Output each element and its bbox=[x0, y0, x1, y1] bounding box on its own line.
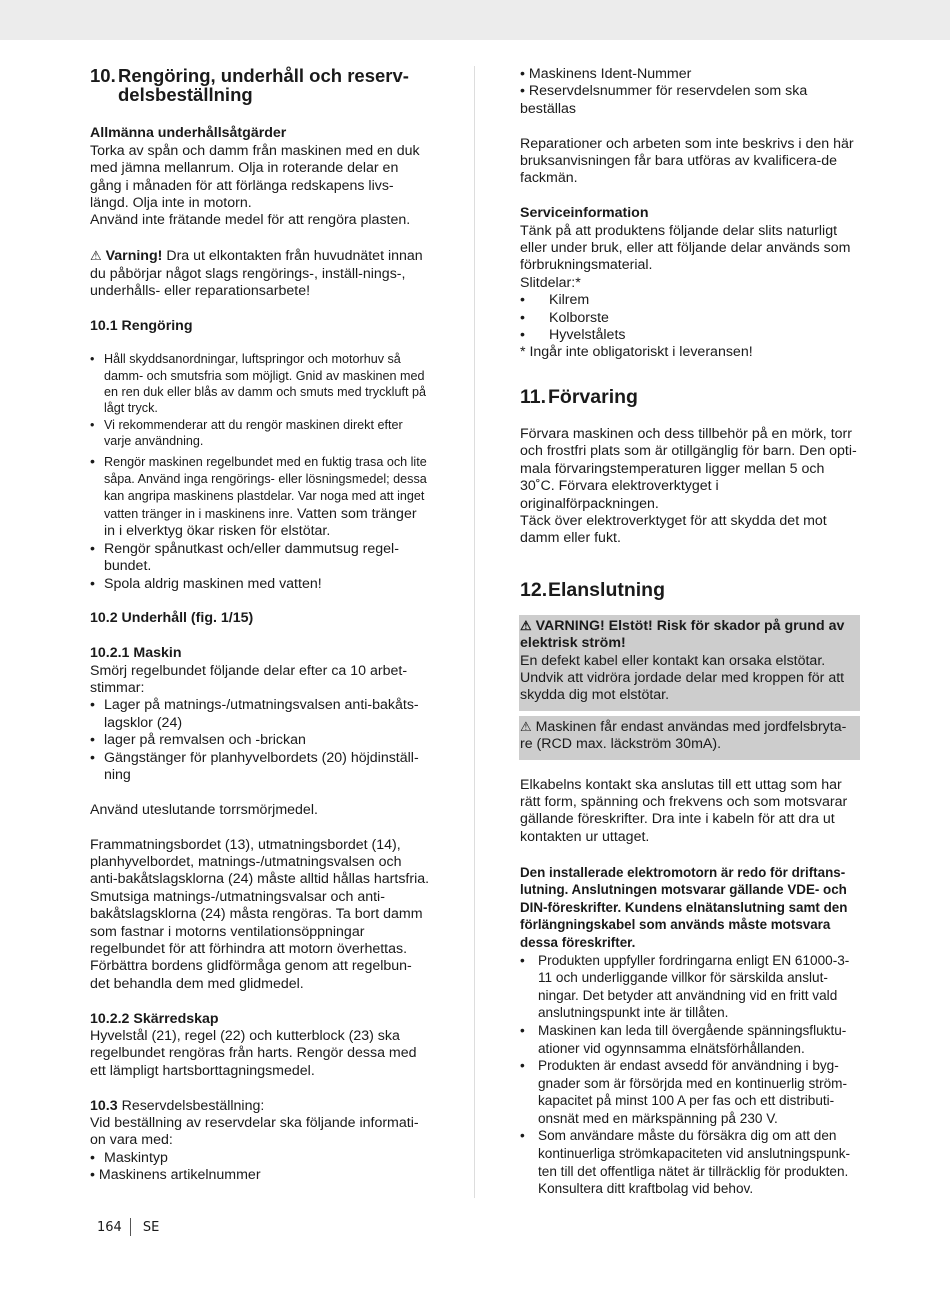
heading-10-number: 10. bbox=[90, 65, 116, 86]
heading-10-title: Rengöring, underhåll och reserv-delsbeställning bbox=[118, 65, 409, 105]
wear-parts-label: Slitdelar:* bbox=[520, 274, 581, 291]
repair-text: Reparationer och arbeten som inte beskrivs i den här bruksanvisningen får bara utföras av kvalificera-de fackmän. bbox=[520, 135, 854, 187]
list-item: • lager på remvalsen och -brickan bbox=[90, 732, 430, 749]
wear-parts-note: * Ingår inte obligatoriskt i leveransen! bbox=[520, 344, 753, 361]
storage-text: Förvara maskinen och dess tillbehör på en mörk, torr och frostfri plats som är otillgänglig för barn. Den opti-mala förvaringstemperaturen ligger mellan 5 och 30˚C. Förvara elektroverktyget i originalförpackningen. bbox=[520, 425, 857, 512]
order-list bbox=[90, 1150, 430, 1167]
list-item: • Hyvelstålets bbox=[520, 327, 860, 344]
list-item: • Vi rekommenderar att du rengör maskinen direkt efter varje användning. bbox=[90, 417, 430, 450]
lubricant-text: Använd uteslutande torrsmörjmedel. bbox=[90, 801, 318, 818]
heading-10 bbox=[90, 66, 430, 104]
heading-11-number: 11. bbox=[520, 385, 547, 408]
warning-triangle-icon: ⚠ bbox=[520, 617, 532, 633]
storage-text-2: Täck över elektroverktyget för att skydda det mot damm eller fukt. bbox=[520, 512, 827, 547]
section-10-3-title: Reservdelsbeställning: bbox=[117, 1097, 265, 1114]
section-10-3-heading bbox=[90, 1098, 430, 1115]
list-item: • Håll skyddsanordningar, luftspringor och motorhuv så damm- och smutsfria som möjligt. Gnid av maskinen med en ren duk eller blås av damm och smuts med tryckluft på lågt tryck. bbox=[90, 351, 430, 417]
warning-label: Varning! bbox=[105, 248, 163, 265]
section-10-2-2-text: Hyvelstål (21), regel (22) och kutterblock (23) ska regelbundet rengöras från harts. Rengör dessa med ett lämpligt hartsborttagningsmedel. bbox=[90, 1028, 417, 1079]
footer-separator bbox=[130, 1218, 131, 1236]
section-10-3-text: Vid beställning av reservdelar ska följande informati-on vara med: bbox=[90, 1115, 419, 1149]
list-item: • Kolborste bbox=[520, 310, 860, 327]
section-10-2-1-heading: 10.2.1 Maskin bbox=[90, 645, 182, 662]
order-list-item: • Maskinens artikelnummer bbox=[90, 1167, 261, 1184]
list-item: • Maskintyp bbox=[90, 1150, 430, 1167]
column-divider bbox=[474, 66, 475, 1198]
section-10-2-heading: 10.2 Underhåll (fig. 1/15) bbox=[90, 610, 254, 627]
heading-12-number: 12. bbox=[520, 578, 548, 601]
maintenance-general-heading: Allmänna underhållsåtgärder bbox=[90, 125, 287, 142]
cable-plug-text: Elkabelns kontakt ska anslutas till ett uttag som har rätt form, spänning och frekvens och som motsvarar gällande föreskrifter. Dra inte i kabeln för att dra ut kontakten ur uttaget. bbox=[520, 776, 848, 845]
rcd-warning-box bbox=[519, 716, 860, 760]
maintenance-general-text-2: Använd inte frätande medel för att rengöra plasten. bbox=[90, 212, 411, 229]
page-number: 164 bbox=[97, 1219, 122, 1235]
list-item: • Produkten är endast avsedd för användning i byg-gnader som är försörjda med en kontinuerlig ström-kapacitet på minst 100 A per fas och ett distributi-onsnät med en märkspänning på 230 V. bbox=[520, 1057, 860, 1127]
heading-12 bbox=[520, 580, 860, 601]
left-column bbox=[90, 66, 430, 1185]
list-item: • Rengör spånutkast och/eller dammutsug regel-bundet. bbox=[90, 541, 430, 576]
list-item: • Kilrem bbox=[520, 292, 860, 309]
list-item: • Maskinen kan leda till övergående spänningsfluktu-ationer vid ogynnsamma elnätsförhållanden. bbox=[520, 1022, 860, 1057]
maintenance-general-text: Torka av spån och damm från maskinen med en duk med jämna mellanrum. Olja in roterande delar en gång i månaden för att förlänga redskapens livs-längd. Olja inte in motorn. bbox=[90, 142, 420, 212]
section-10-2-1-text: Smörj regelbundet följande delar efter ca 10 arbet-stimmar: bbox=[90, 662, 408, 696]
list-item: • Som användare måste du försäkra dig om att den kontinuerliga strömkapaciteten vid anslutningspunk-ten till det offentliga nätet är tillräcklig för produkten. Konsultera ditt kraftbolag vid behov. bbox=[520, 1127, 860, 1197]
order-item-partnumber: • Reservdelsnummer för reservdelen som ska beställas bbox=[520, 83, 808, 117]
electric-shock-warning-heading bbox=[520, 617, 858, 653]
section-10-3-number: 10.3 bbox=[90, 1097, 118, 1114]
motor-connection-text: Den installerade elektromotorn är redo för driftans-lutning. Anslutningen motsvarar gällande VDE- och DIN-föreskrifter. Kundens elnätanslutning samt den förlängningskabel som används måste motsvara dessa föreskrifter. bbox=[520, 864, 848, 950]
top-band bbox=[0, 0, 950, 40]
electric-shock-warning-title: VARNING! Elstöt! Risk för skador på grund av elektrisk ström! bbox=[520, 617, 845, 652]
right-column bbox=[520, 66, 860, 1198]
list-item: • Lager på matnings-/utmatningsvalsen anti-bakåts-lagsklor (24) bbox=[90, 697, 430, 732]
warning-paragraph bbox=[90, 247, 430, 300]
cleaning-list-2 bbox=[90, 454, 430, 593]
page-footer bbox=[97, 1218, 159, 1236]
rcd-warning-body: Maskinen får endast användas med jordfelsbryta-re (RCD max. läckström 30mA). bbox=[520, 718, 847, 753]
wear-parts-list bbox=[520, 292, 860, 344]
warning-text: Dra ut elkontakten från huvudnätet innan du påbörjar något slags rengörings-, inställ-nings-, underhålls- eller reparationsarbete! bbox=[90, 248, 423, 300]
warning-triangle-icon: ⚠ bbox=[520, 718, 532, 734]
list-item bbox=[90, 454, 430, 541]
list-item: • Gängstänger för planhyvelbordets (20) höjdinställ-ning bbox=[90, 750, 430, 785]
list-item-large-text: Vatten som tränger in i elverktyg ökar risken för elstötar. bbox=[104, 505, 417, 540]
warning-triangle-icon: ⚠ bbox=[90, 248, 102, 264]
language-code: SE bbox=[142, 1219, 160, 1235]
list-item: • Produkten uppfyller fordringarna enligt EN 61000-3-11 och underliggande villkor för särskilda anslut-ningar. Det betyder att användning vid en fritt vald anslutningspunkt inte är tillåten. bbox=[520, 952, 860, 1022]
tables-text: Frammatningsbordet (13), utmatningsbordet (14), planhyvelbordet, matnings-/utmatningsvalsen och anti-bakåtslagsklorna (24) måste alltid hållas hartsfria. Smutsiga matnings-/utmatningsvalsar och anti-bakåtslagsklorna (24) måsta rengöras. Ta bort damm som fastnar i motorns ventilationsöppningar regelbundet för att förhindra att motorn överhettas. Förbättra bordens glidförmåga genom att regelbun-det behandla dem med glidmedel. bbox=[90, 836, 430, 992]
cleaning-list bbox=[90, 351, 430, 449]
list-item: • Spola aldrig maskinen med vatten! bbox=[90, 576, 430, 593]
order-item-ident: • Maskinens Ident-Nummer bbox=[520, 66, 692, 82]
electrical-requirements-list bbox=[520, 952, 860, 1198]
section-10-2-2-heading: 10.2.2 Skärredskap bbox=[90, 1010, 219, 1027]
list-item-small-text: Rengör maskinen regelbundet med en fuktig trasa och lite såpa. Använd inga rengörings- eller lösningsmedel; dessa kan angripa maskinens plastdelar. Var noga med att inget vatten tränger in i maskinens inre. bbox=[104, 454, 427, 521]
heading-11 bbox=[520, 387, 860, 408]
electric-shock-warning-text: En defekt kabel eller kontakt kan orsaka elstötar. Undvik att vidröra jordade delar med kroppen för att skydda dig mot elstötar. bbox=[520, 652, 845, 704]
service-heading: Serviceinformation bbox=[520, 205, 649, 222]
heading-12-title: Elanslutning bbox=[548, 578, 665, 601]
electric-shock-warning-box bbox=[519, 615, 860, 711]
lubrication-list bbox=[90, 697, 430, 784]
rcd-warning-text bbox=[520, 718, 858, 754]
heading-11-title: Förvaring bbox=[548, 385, 638, 408]
section-10-1-heading: 10.1 Rengöring bbox=[90, 317, 193, 334]
service-text: Tänk på att produktens följande delar slits naturligt eller under bruk, eller att följande delar används som förbrukningsmaterial. bbox=[520, 222, 851, 274]
